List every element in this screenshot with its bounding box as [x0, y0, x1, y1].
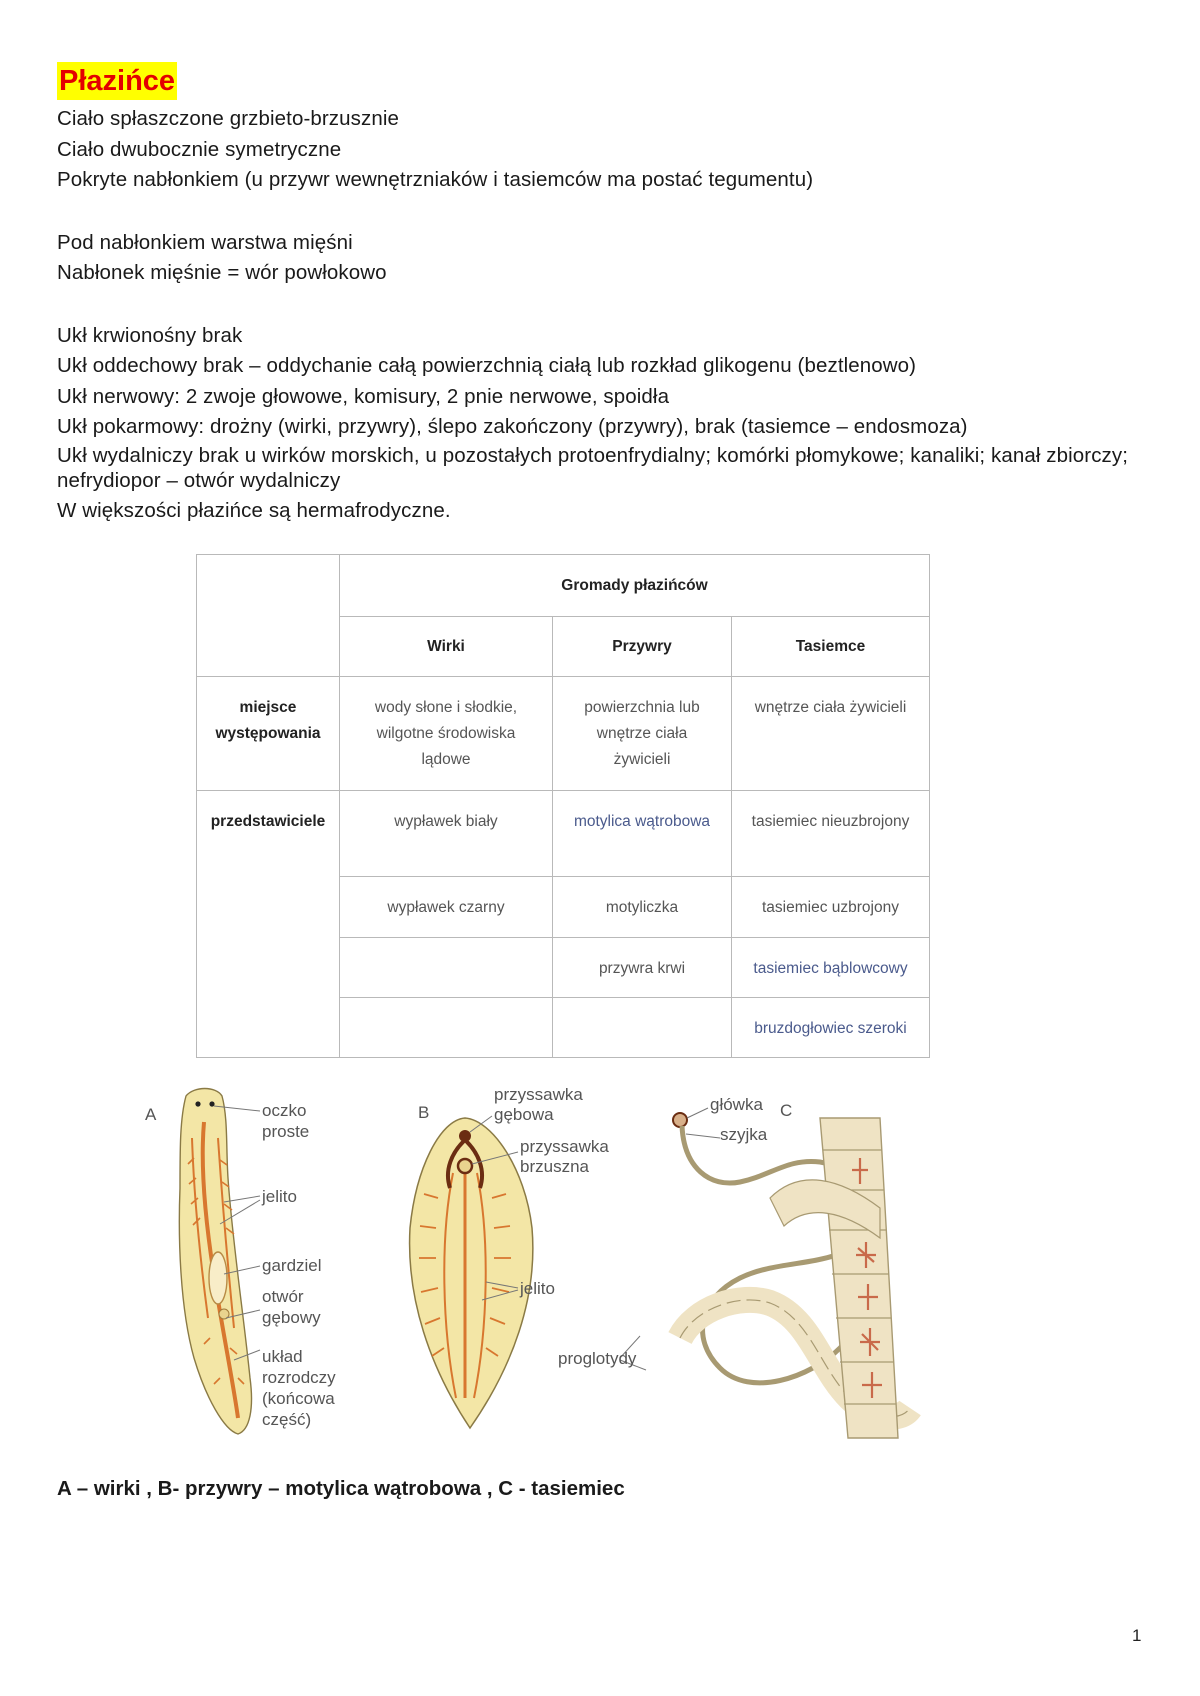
text-line: Pokryte nabłonkiem (u przywr wewnętrzniaków i tasiemców ma postać tegumentu) — [57, 168, 814, 191]
label-otwor: otwór — [262, 1287, 304, 1306]
text-line: Ukł pokarmowy: drożny (wirki, przywry), ślepo zakończony (przywry), brak (tasiemce – endosmoza) — [57, 415, 968, 438]
cell-text: powierzchnia lub wnętrze ciała żywicieli — [584, 699, 700, 768]
table-cell — [732, 677, 930, 791]
label-oczko: oczko — [262, 1101, 307, 1120]
flatworm-illustrations — [120, 1078, 1000, 1450]
tapeworm-drawing — [558, 1095, 910, 1438]
body-text — [57, 104, 1147, 526]
row-header — [197, 677, 340, 791]
label-rozrodczy: rozrodczy — [262, 1368, 336, 1387]
table-cell — [553, 998, 732, 1058]
label-uklad: układ — [262, 1347, 303, 1366]
row-header-text: miejsce występowania — [215, 699, 321, 742]
liver-fluke-drawing — [410, 1085, 610, 1428]
classes-table — [196, 554, 930, 1058]
label-przyssawka-brzuszna-2: brzuszna — [520, 1157, 589, 1176]
cell-text — [340, 938, 552, 956]
label-gebowy: gębowy — [262, 1308, 321, 1327]
text-line: Ukł oddechowy brak – oddychanie całą powierzchnią ciałą lub rozkład glikogenu (beztlenowo) — [57, 354, 917, 377]
planarian-drawing — [145, 1089, 336, 1435]
label-przyssawka-gebowa-1: przyssawka — [494, 1085, 583, 1104]
text-line: W większości płazińce są hermafrodyczne. — [57, 498, 451, 522]
table-cell — [732, 877, 930, 938]
label-czesc: część) — [262, 1410, 312, 1429]
table-cell — [553, 877, 732, 938]
cell-text — [553, 998, 731, 1016]
cell-text: wody słone i słodkie, wilgotne środowiska lądowe — [374, 699, 518, 768]
cell-text — [340, 998, 552, 1016]
page-title: Płazińce — [57, 62, 177, 100]
figure-letter-a: A — [145, 1105, 157, 1124]
text-line: Ciało spłaszczone grzbieto-brzusznie — [57, 107, 400, 130]
table-group-header: Gromady płazińców — [340, 555, 930, 617]
row-header-text: przedstawiciele — [210, 813, 326, 830]
label-przyssawka-brzuszna-1: przyssawka — [520, 1137, 609, 1156]
table-cell — [340, 998, 553, 1058]
table-cell — [553, 791, 732, 877]
label-szyjka: szyjka — [720, 1125, 768, 1144]
table-cell — [340, 791, 553, 877]
figure-caption: A – wirki , B- przywry – motylica wątrobowa , C - tasiemiec — [57, 1477, 625, 1500]
cell-text: tasiemiec bąblowcowy — [753, 960, 908, 977]
column-header: Tasiemce — [732, 617, 930, 677]
row-header — [197, 791, 340, 1058]
label-przyssawka-gebowa-2: gębowa — [494, 1105, 554, 1124]
table-cell — [340, 938, 553, 998]
table-cell — [340, 677, 553, 791]
label-jelito: jelito — [262, 1187, 297, 1206]
text-line: Ukł nerwowy: 2 zwoje głowowe, komisury, 2 pnie nerwowe, spoidła — [57, 384, 670, 408]
cell-text: wypławek czarny — [387, 899, 505, 916]
table-corner — [197, 555, 340, 677]
table-cell — [732, 998, 930, 1058]
column-header: Wirki — [340, 617, 553, 677]
text-line: Ukł wydalniczy brak u wirków morskich, u pozostałych protoenfrydialny; komórki płomykowe; kanaliki; kanał zbiorczy; nefrydiopor – otwór wydalniczy — [57, 443, 1129, 492]
figure-letter-b: B — [418, 1103, 430, 1122]
table-cell — [340, 877, 553, 938]
cell-text: motyliczka — [605, 899, 679, 916]
label-koncowa: (końcowa — [262, 1389, 335, 1408]
table-cell — [732, 791, 930, 877]
label-jelito-b: jelito — [520, 1279, 555, 1298]
cell-text: przywra krwi — [598, 960, 686, 977]
table-cell — [553, 938, 732, 998]
figure-letter-c: C — [780, 1101, 793, 1120]
cell-text: tasiemiec nieuzbrojony — [751, 813, 910, 830]
cell-text: wypławek biały — [394, 813, 498, 830]
page-number: 1 — [1132, 1626, 1142, 1645]
cell-text: motylica wątrobowa — [573, 813, 711, 830]
cell-text: wnętrze ciała żywicieli — [754, 699, 907, 716]
text-line: Ciało dwubocznie symetryczne — [57, 137, 342, 161]
label-glowka: główka — [710, 1095, 763, 1114]
label-proste: proste — [262, 1122, 310, 1141]
column-header: Przywry — [553, 617, 732, 677]
table-cell — [732, 938, 930, 998]
text-line: Nabłonek mięśnie = wór powłokowo — [57, 261, 387, 284]
label-gardziel: gardziel — [262, 1256, 322, 1275]
label-proglotydy: proglotydy — [558, 1349, 637, 1368]
cell-text: bruzdogłowiec szeroki — [754, 1020, 907, 1037]
text-line: Pod nabłonkiem warstwa mięśni — [57, 230, 353, 254]
cell-text: tasiemiec uzbrojony — [762, 899, 899, 916]
text-line: Ukł krwionośny brak — [57, 323, 243, 347]
table-cell — [553, 677, 732, 791]
